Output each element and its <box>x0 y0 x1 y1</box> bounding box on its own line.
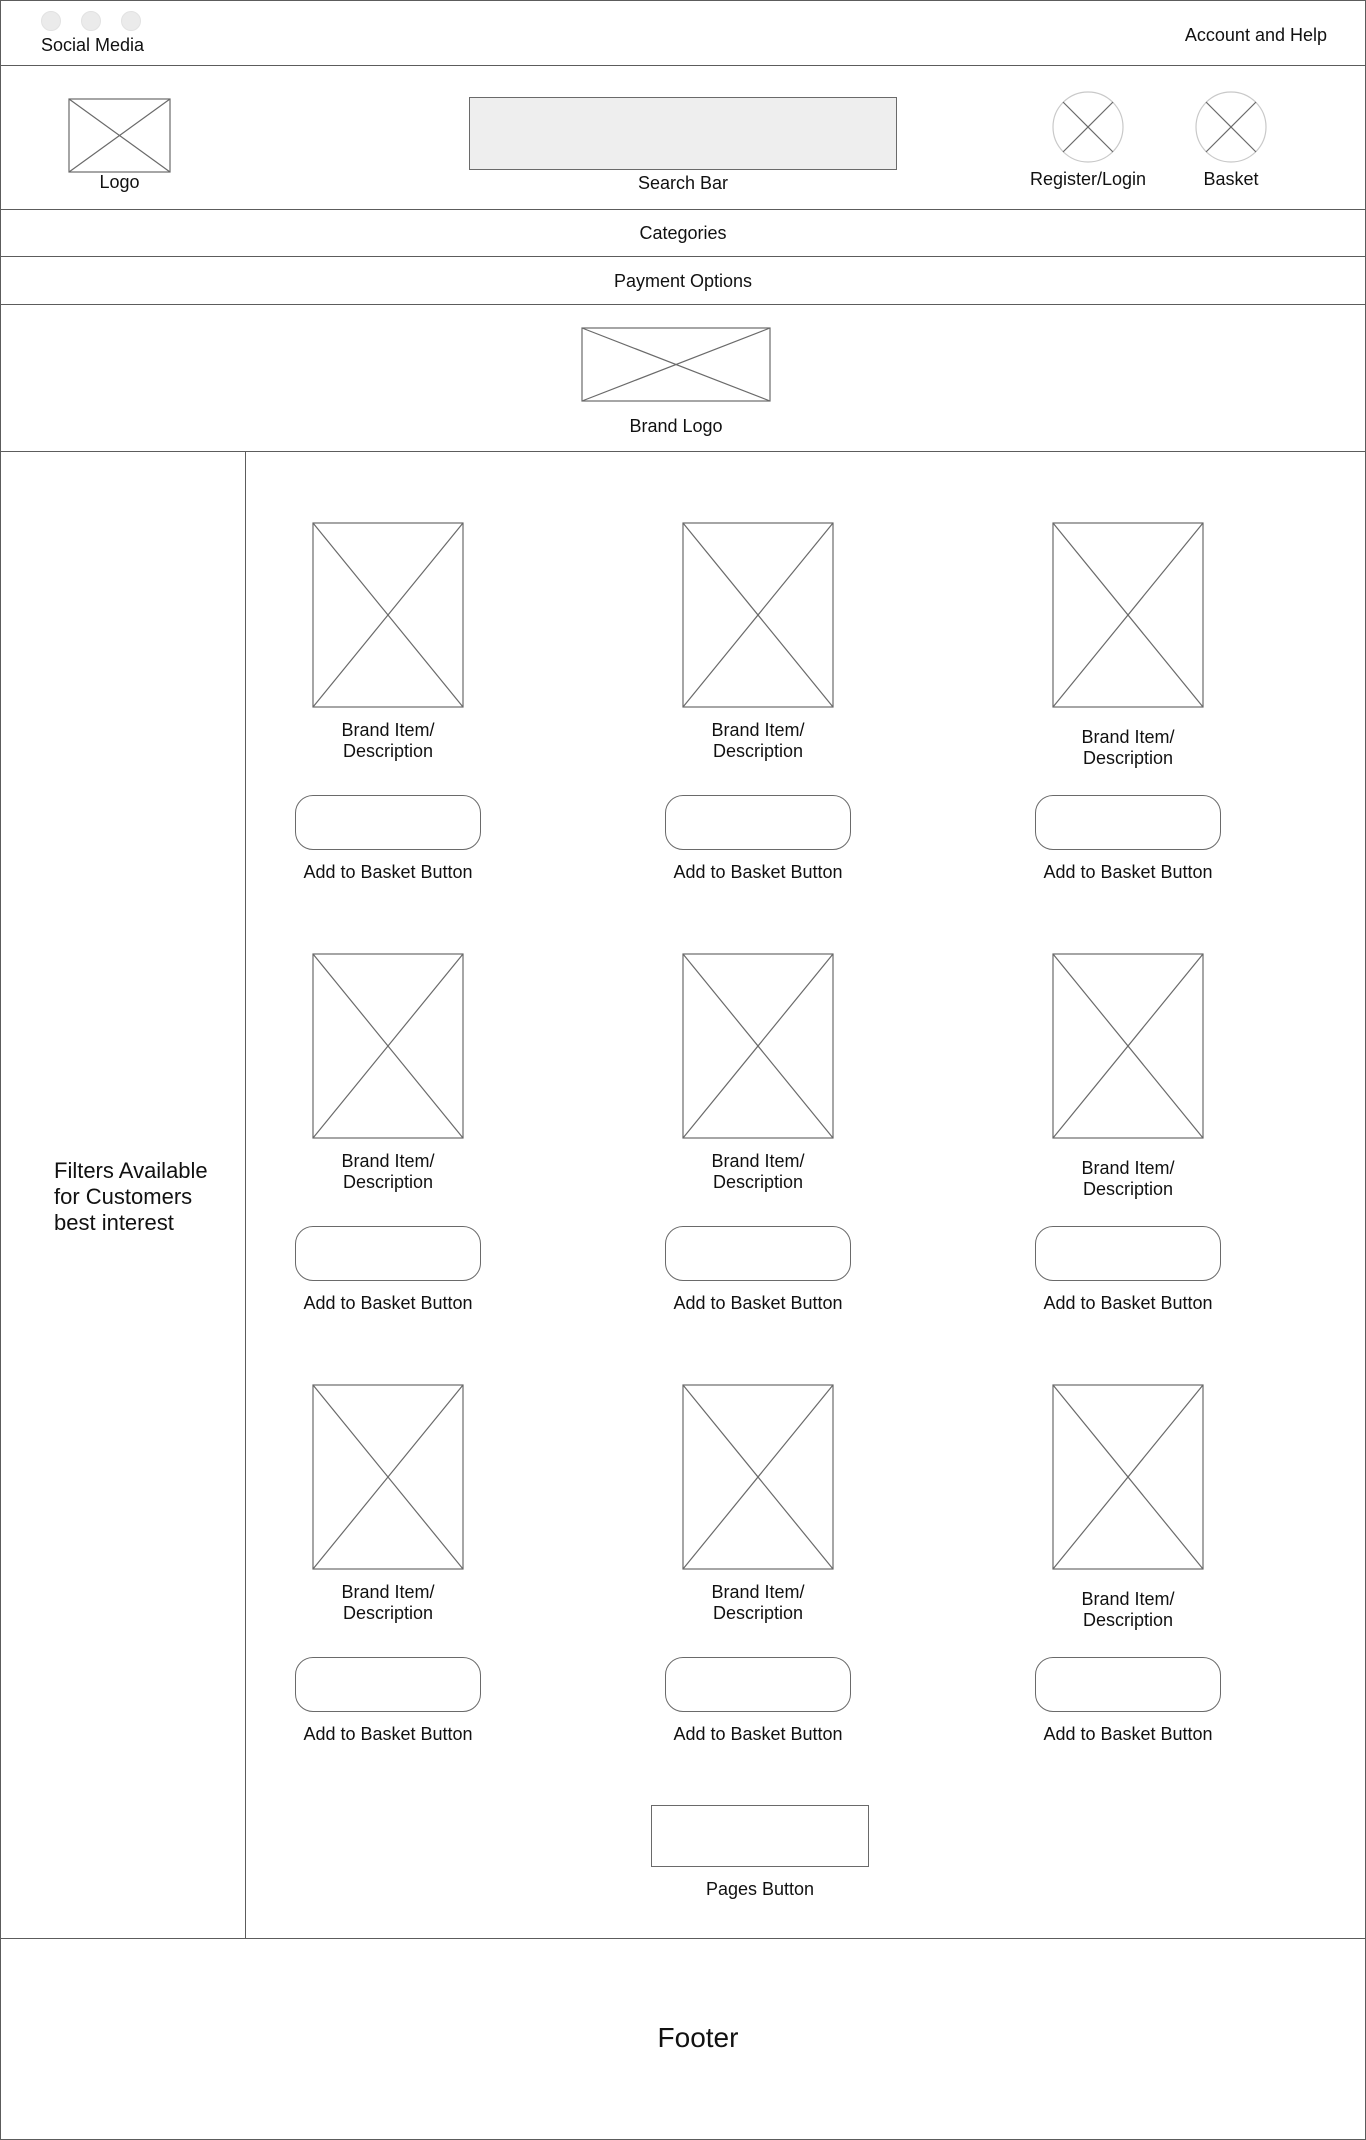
social-icon-3[interactable] <box>121 11 141 31</box>
logo-image-icon[interactable] <box>69 99 170 172</box>
product-description-line: Description <box>712 1172 804 1192</box>
search-input[interactable] <box>469 97 897 170</box>
product-description-line: Description <box>712 741 804 761</box>
add-to-basket-button[interactable] <box>665 1657 851 1712</box>
add-to-basket-label: Add to Basket Button <box>303 1724 473 1744</box>
product-title-line: Brand Item/ <box>1081 1589 1175 1609</box>
product-title-line: Brand Item/ <box>1081 727 1175 747</box>
add-to-basket-label: Add to Basket Button <box>673 862 843 882</box>
basket-icon[interactable] <box>1196 92 1266 162</box>
product-image-icon[interactable] <box>313 1385 463 1569</box>
pages-button[interactable] <box>651 1805 869 1867</box>
product-title-line: Brand Item/ <box>341 720 435 740</box>
product-description[interactable] <box>665 720 851 762</box>
categories-label[interactable]: Categories <box>639 223 727 243</box>
add-to-basket-button[interactable] <box>1035 1226 1221 1281</box>
basket-label[interactable]: Basket <box>1203 169 1259 189</box>
product-title-line: Brand Item/ <box>711 720 805 740</box>
add-to-basket-label: Add to Basket Button <box>303 862 473 882</box>
product-title-line: Brand Item/ <box>711 1582 805 1602</box>
product-description[interactable] <box>1035 727 1221 769</box>
product-image-icon[interactable] <box>313 523 463 707</box>
footer-label: Footer <box>657 2022 739 2053</box>
product-description[interactable] <box>1035 1158 1221 1200</box>
product-image-icon[interactable] <box>313 954 463 1138</box>
add-to-basket-label: Add to Basket Button <box>1043 862 1213 882</box>
product-description-line: Description <box>342 741 434 761</box>
product-description[interactable] <box>665 1582 851 1624</box>
product-image-icon[interactable] <box>1053 1385 1203 1569</box>
product-description[interactable] <box>295 720 481 762</box>
product-description[interactable] <box>665 1151 851 1193</box>
product-title-line: Brand Item/ <box>711 1151 805 1171</box>
product-image-icon[interactable] <box>683 1385 833 1569</box>
product-description[interactable] <box>295 1582 481 1624</box>
add-to-basket-button[interactable] <box>295 795 481 850</box>
product-image-icon[interactable] <box>1053 954 1203 1138</box>
logo-label: Logo <box>99 172 140 192</box>
add-to-basket-button[interactable] <box>1035 1657 1221 1712</box>
product-image-icon[interactable] <box>1053 523 1203 707</box>
top-bar <box>0 0 1366 66</box>
account-help-link[interactable]: Account and Help <box>1184 25 1327 45</box>
pages-button-label: Pages Button <box>705 1879 815 1899</box>
product-title-line: Brand Item/ <box>341 1151 435 1171</box>
add-to-basket-label: Add to Basket Button <box>673 1293 843 1313</box>
product-description-line: Description <box>712 1603 804 1623</box>
product-description-line: Description <box>342 1603 434 1623</box>
add-to-basket-button[interactable] <box>665 1226 851 1281</box>
brand-logo-label: Brand Logo <box>629 416 723 436</box>
register-login-label[interactable]: Register/Login <box>1029 169 1147 189</box>
product-image-icon[interactable] <box>683 954 833 1138</box>
add-to-basket-button[interactable] <box>1035 795 1221 850</box>
product-description-line: Description <box>1082 1179 1174 1199</box>
product-description[interactable] <box>1035 1589 1221 1631</box>
add-to-basket-label: Add to Basket Button <box>673 1724 843 1744</box>
product-description-line: Description <box>1082 1610 1174 1630</box>
product-description-line: Description <box>342 1172 434 1192</box>
search-label: Search Bar <box>637 173 729 193</box>
product-title-line: Brand Item/ <box>1081 1158 1175 1178</box>
social-icon-1[interactable] <box>41 11 61 31</box>
product-image-icon[interactable] <box>683 523 833 707</box>
add-to-basket-label: Add to Basket Button <box>1043 1293 1213 1313</box>
add-to-basket-label: Add to Basket Button <box>303 1293 473 1313</box>
add-to-basket-button[interactable] <box>295 1226 481 1281</box>
product-title-line: Brand Item/ <box>341 1582 435 1602</box>
product-description-line: Description <box>1082 748 1174 768</box>
filters-text: Filters Available for Customers best interest <box>54 1158 208 1235</box>
register-login-icon[interactable] <box>1053 92 1123 162</box>
add-to-basket-button[interactable] <box>295 1657 481 1712</box>
add-to-basket-label: Add to Basket Button <box>1043 1724 1213 1744</box>
social-media-label: Social Media <box>41 35 145 55</box>
product-description[interactable] <box>295 1151 481 1193</box>
add-to-basket-button[interactable] <box>665 795 851 850</box>
social-icon-2[interactable] <box>81 11 101 31</box>
payment-options-label[interactable]: Payment Options <box>613 271 753 291</box>
brand-logo-image-icon <box>582 328 770 401</box>
